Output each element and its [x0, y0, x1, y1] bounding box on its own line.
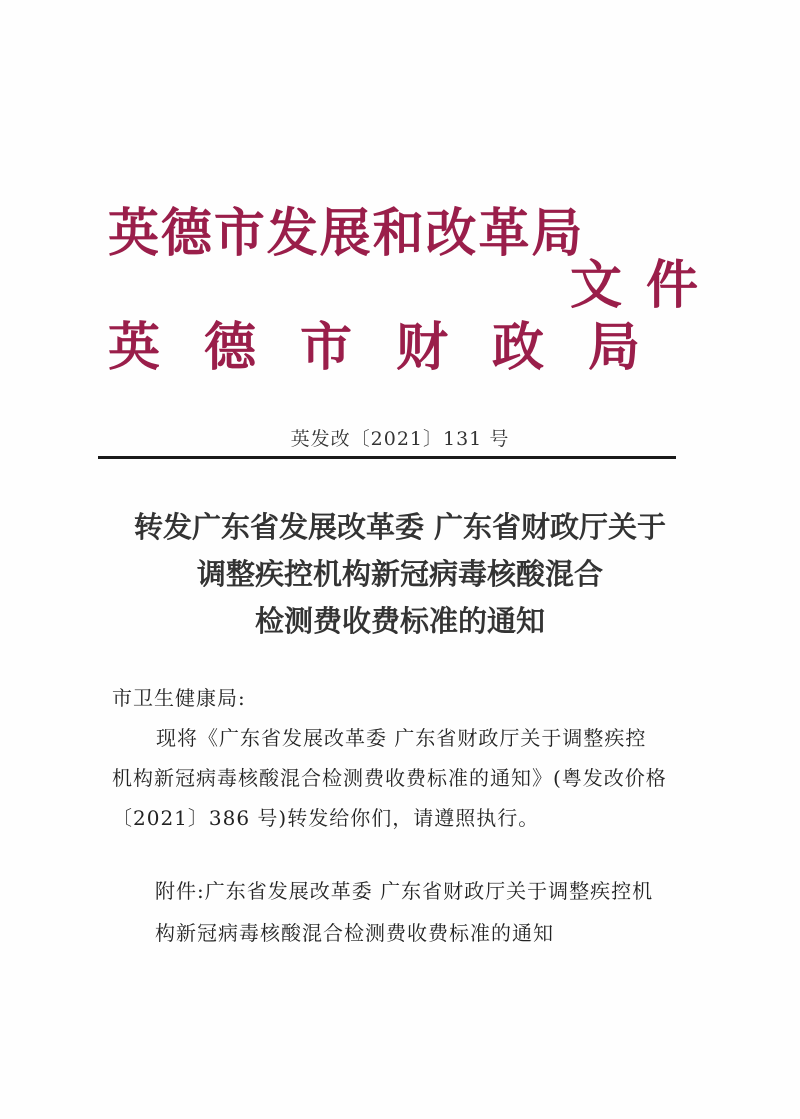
document-number: 英发改〔2021〕131 号 — [290, 428, 510, 450]
document-type-label: 文件 — [570, 256, 723, 316]
body-paragraph — [112, 718, 712, 838]
title-line-2: 调整疾控机构新冠病毒核酸混合 — [196, 557, 603, 591]
title-line-3: 检测费收费标准的通知 — [254, 604, 545, 638]
attachment-line-2: 构新冠病毒核酸混合检测费收费标准的通知 — [155, 921, 554, 945]
document-title — [0, 504, 800, 645]
attachment-line-1: 附件:广东省发展改革委 广东省财政厅关于调整疾控机 — [155, 879, 654, 903]
header-divider — [98, 456, 676, 459]
paragraph-line-1: 现将《广东省发展改革委 广东省财政厅关于调整疾控 — [156, 726, 647, 750]
paragraph-line-3: 〔2021〕386 号)转发给你们，请遵照执行。 — [112, 806, 540, 830]
title-line-1: 转发广东省发展改革委 广东省财政厅关于 — [133, 510, 667, 544]
attachment-note — [155, 870, 715, 954]
salutation: 市卫生健康局: — [112, 686, 246, 710]
paragraph-line-2: 机构新冠病毒核酸混合检测费收费标准的通知》(粤发改价格 — [112, 766, 667, 790]
agency-name-development-reform: 英德市发展和改革局 — [108, 204, 585, 264]
agency-name-finance: 英德市财政局 — [108, 318, 685, 378]
